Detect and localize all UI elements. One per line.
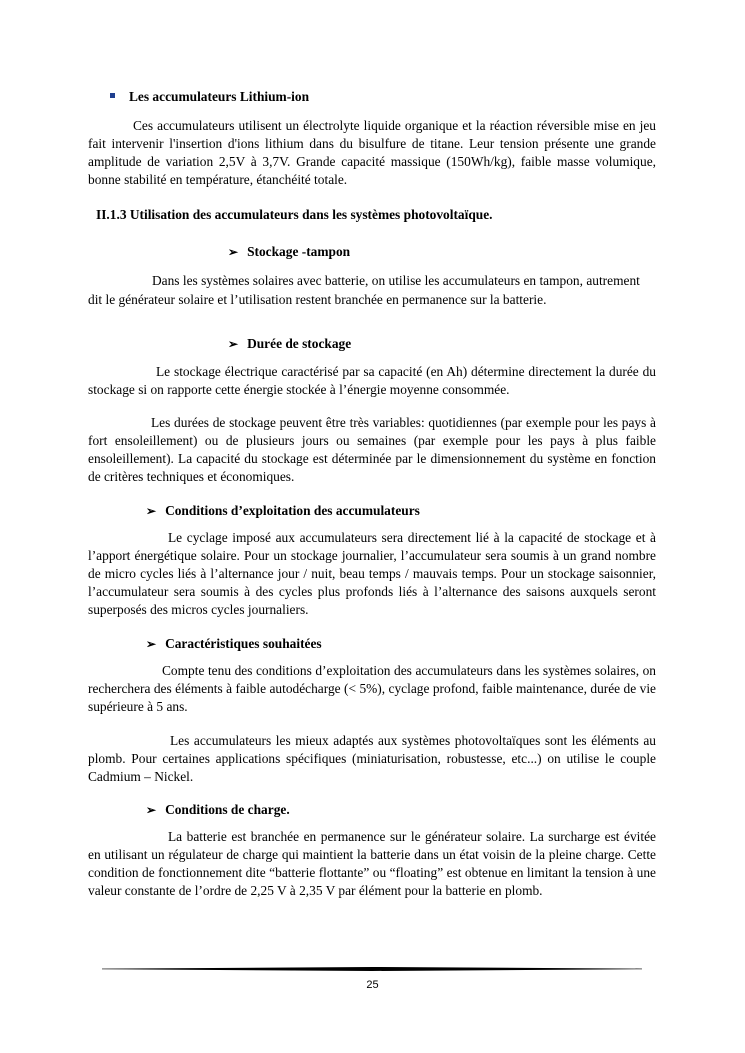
lithium-heading-text: Les accumulateurs Lithium-ion (129, 89, 310, 104)
conditions-exploitation-paragraph: Le cyclage imposé aux accumulateurs sera directement lié à la capacité de stockage et à l’apport énergétique solaire. Pour un stockage journalier, l’accumulateur sera soumis à un grand nombre de micro cycles liés à l’alternance jour / nuit, beau temps / mauvais temps. Pour un stockage saisonnier, l’accumulateur sera soumis à des cycles plus profonds liés à l’alternance des saisons auxquels seront superposés des micros cycles journaliers. (88, 530, 656, 617)
duree-paragraph-1: Le stockage électrique caractérisé par sa capacité (en Ah) détermine directement la durée du stockage si on rapporte cette énergie stockée à l’énergie moyenne consommée. (88, 364, 656, 397)
caracteristiques-heading-text: Caractéristiques souhaitées (165, 636, 322, 651)
page-number: 25 (366, 979, 379, 991)
arrow-bullet-icon: ➢ (146, 637, 157, 651)
arrow-bullet-icon: ➢ (228, 245, 239, 259)
arrow-bullet-icon: ➢ (228, 337, 239, 351)
duree-heading-text: Durée de stockage (247, 336, 352, 351)
arrow-bullet-icon: ➢ (146, 504, 157, 518)
stockage-tampon-heading-text: Stockage -tampon (247, 244, 351, 259)
caracteristiques-paragraph-1: Compte tenu des conditions d’exploitation des accumulateurs dans les systèmes solaires, on recherchera des éléments à faible autodécharge (< 5%), cyclage profond, faible maintenance, durée de vie supérieure à 5 ans. (88, 663, 656, 714)
duree-paragraph-2: Les durées de stockage peuvent être très variables: quotidiennes (par exemple pour les pays à fort ensoleillement) ou de plusieurs jours ou semaines (par exemple pour les pays à plus faible ensoleillement). La capacité du stockage est déterminée par le dimensionnement du système en fonction de critères techniques et économiques. (88, 415, 656, 484)
caracteristiques-paragraph-2: Les accumulateurs les mieux adaptés aux systèmes photovoltaïques sont les éléments au plomb. Pour certaines applications spécifiques (miniaturisation, robustesse, etc...) on utilise le couple Cadmium – Nickel. (88, 733, 656, 784)
conditions-exploitation-heading (146, 502, 420, 520)
arrow-bullet-icon: ➢ (146, 803, 157, 817)
conditions-exploitation-heading-text: Conditions d’exploitation des accumulateurs (165, 503, 420, 518)
lithium-heading (110, 88, 309, 106)
conditions-charge-heading-text: Conditions de charge. (165, 802, 290, 817)
conditions-charge-heading (146, 801, 290, 819)
stockage-tampon-heading (228, 243, 350, 261)
duree-heading (228, 335, 351, 353)
stockage-tampon-paragraph: Dans les systèmes solaires avec batterie, on utilise les accumulateurs en tampon, autrement dit le générateur solaire et l’utilisation restent branchée en permanence sur la batterie. (88, 273, 640, 307)
lithium-paragraph: Ces accumulateurs utilisent un électrolyte liquide organique et la réaction réversible mise en jeu fait intervenir l'insertion d'ions lithium dans du bisulfure de titane. Leur tension présente une grande amplitude de variation 2,5V à 3,7V. Grande capacité massique (150Wh/kg), faible masse volumique, bonne stabilité en température, étanchéité totale. (88, 118, 656, 187)
square-bullet-icon (110, 93, 115, 98)
footer-rule (102, 967, 642, 971)
section-heading-ii-1-3: II.1.3 Utilisation des accumulateurs dans les systèmes photovoltaïque. (96, 207, 493, 222)
conditions-charge-paragraph: La batterie est branchée en permanence sur le générateur solaire. La surcharge est évitée en utilisant un régulateur de charge qui maintient la batterie dans un état voisin de la pleine charge. Cette condition de fonctionnement dite “batterie flottante” ou “floating” est obtenue en limitant la tension à une valeur constante de l’ordre de 2,25 V à 2,35 V par élément pour la batterie en plomb. (88, 829, 656, 898)
caracteristiques-heading (146, 635, 322, 653)
